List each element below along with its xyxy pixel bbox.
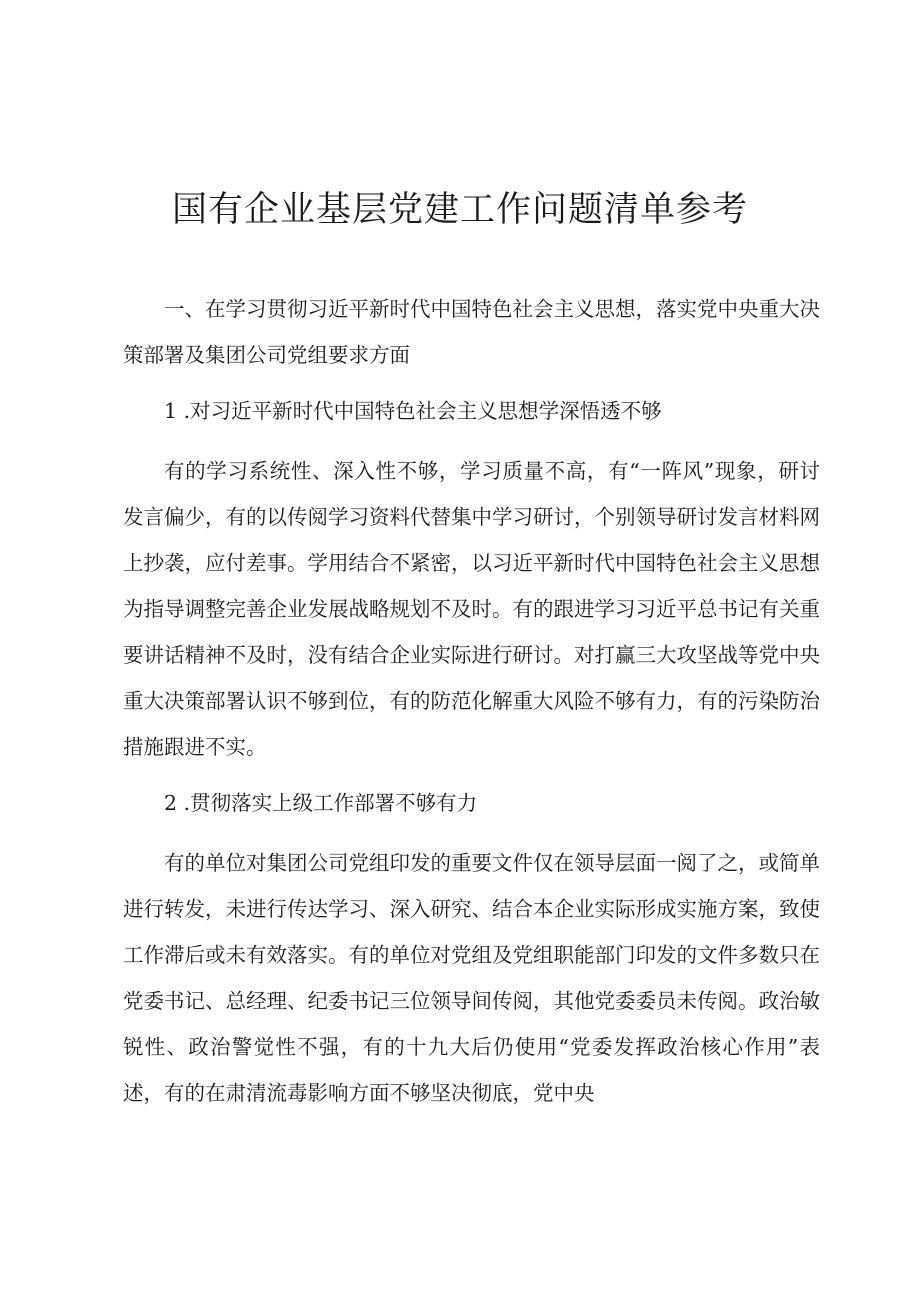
item-1-body: 有的学习系统性、深入性不够，学习质量不高，有“一阵风”现象，研讨发言偏少，有的以传阅学习资料代替集中学习研讨，个别领导研讨发言材料网上抄袭，应付差事。学用结合不紧密，以习近平新时代中国特色社会主义思想为指导调整完善企业发展战略规划不及时。有的跟进学习习近平总书记有关重要讲话精神不及时，没有结合企业实际进行研讨。对打赢三大攻坚战等党中央重大决策部署认识不够到位，有的防范化解重大风险不够有力，有的污染防治措施跟进不实。	[123, 459, 820, 759]
section-1-heading: 一、在学习贯彻习近平新时代中国特色社会主义思想，落实党中央重大决策部署及集团公司党组要求方面	[123, 297, 820, 367]
item-2-heading: 2 .贯彻落实上级工作部署不够有力	[164, 791, 478, 815]
item-2-body: 有的单位对集团公司党组印发的重要文件仅在领导层面一阅了之，或简单进行转发，未进行传达学习、深入研究、结合本企业实际形成实施方案，致使工作滞后或未有效落实。有的单位对党组及党组职能部门印发的文件多数只在党委书记、总经理、纪委书记三位领导间传阅，其他党委委员未传阅。政治敏锐性、政治警觉性不强，有的十九大后仍使用“党委发挥政治核心作用”表述，有的在肃清流毒影响方面不够坚决彻底，党中央	[123, 851, 820, 1105]
document-body	[123, 286, 820, 1116]
item-1-heading: 1 .对习近平新时代中国特色社会主义思想学深悟透不够	[164, 399, 662, 423]
document-title: 国有企业基层党建工作问题清单参考	[171, 190, 748, 230]
